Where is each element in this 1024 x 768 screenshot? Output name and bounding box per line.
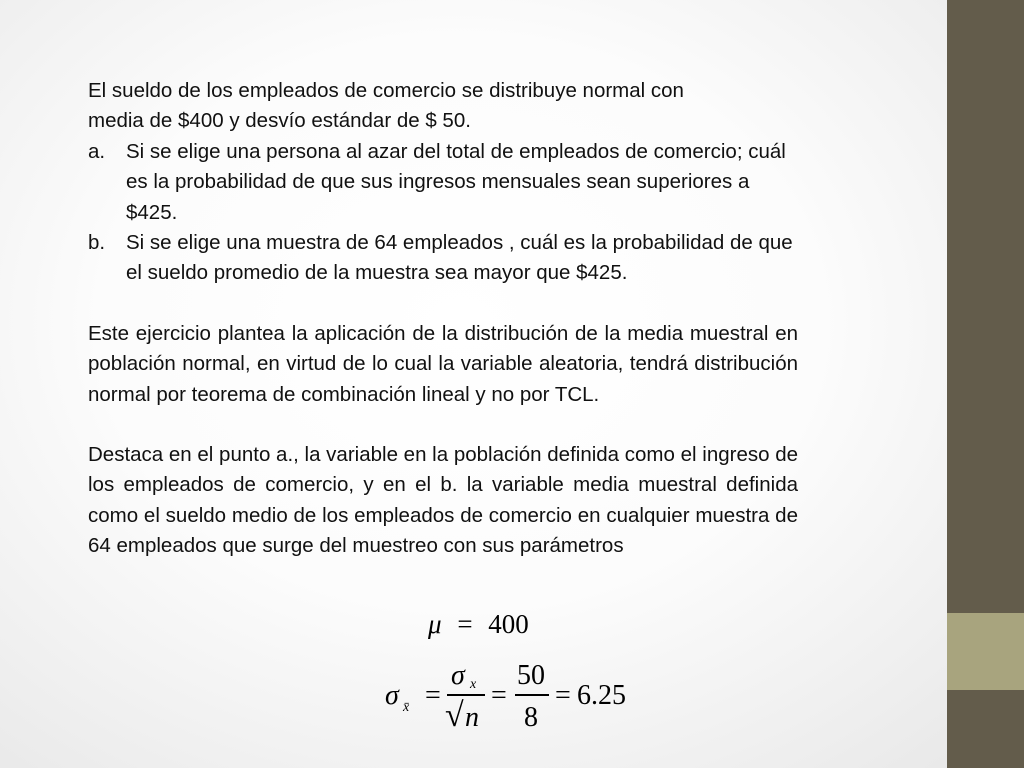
slide-content — [88, 76, 798, 562]
second-fraction-bar — [515, 694, 549, 696]
mu-value: 400 — [488, 609, 529, 639]
question-b — [88, 228, 798, 289]
sigma-xbar-symbol: σ — [385, 680, 399, 711]
explanation-paragraph: Este ejercicio plantea la aplicación de la distribución de la media muestral en población normal, en virtud de lo cual la variable aleatoria, tendrá distribución normal por teorema de combinación lineal y no por TCL. — [88, 321, 798, 406]
fraction-numerator-50: 50 — [517, 660, 545, 691]
problem-statement-line-2: media de $400 y desvío estándar de $ 50. — [88, 109, 471, 133]
question-b-text: Si se elige una muestra de 64 empleados , cuál es la probabilidad de que el sueldo promedio de la muestra sea mayor que $425. — [126, 231, 793, 285]
fraction-denominator-8: 8 — [524, 702, 538, 733]
mu-equals-sign: = — [457, 609, 473, 639]
problem-statement-line-1: El sueldo de los empleados de comercio se distribuye normal con — [88, 79, 684, 102]
sigma-xbar-subscript: x̄ — [403, 700, 410, 715]
highlight-paragraph: Destaca en el punto a., la variable en la población definida como el ingreso de los empleados de comercio, y en el b. la variable media muestral definida como el sueldo medio de los empleados de comercio en cualquier muestra de 64 empleados que surge del muestreo con sus parámetros — [88, 443, 798, 558]
side-band-accent-block — [947, 613, 1024, 690]
second-equals-sign: = — [491, 680, 507, 711]
sigma-x-symbol: σ — [451, 660, 465, 691]
question-b-marker: b. — [88, 231, 106, 255]
question-a-marker: a. — [88, 139, 106, 163]
sigma-x-subscript: x — [470, 677, 477, 692]
problem-statement — [88, 76, 798, 137]
square-root-symbol: √ — [445, 697, 464, 734]
question-list — [88, 137, 798, 289]
first-fraction-bar — [447, 694, 485, 696]
n-variable: n — [465, 702, 479, 733]
population-mean-formula — [428, 609, 529, 640]
question-a-text: Si se elige una persona al azar del total de empleados de comercio; cuál es la probabilidad de que sus ingresos mensuales sean superiores a $425. — [126, 139, 786, 224]
standard-error-result: 6.25 — [577, 680, 626, 711]
question-a — [88, 137, 798, 228]
third-equals-sign: = — [555, 680, 571, 711]
mu-symbol: μ — [428, 609, 442, 639]
first-equals-sign: = — [425, 680, 441, 711]
